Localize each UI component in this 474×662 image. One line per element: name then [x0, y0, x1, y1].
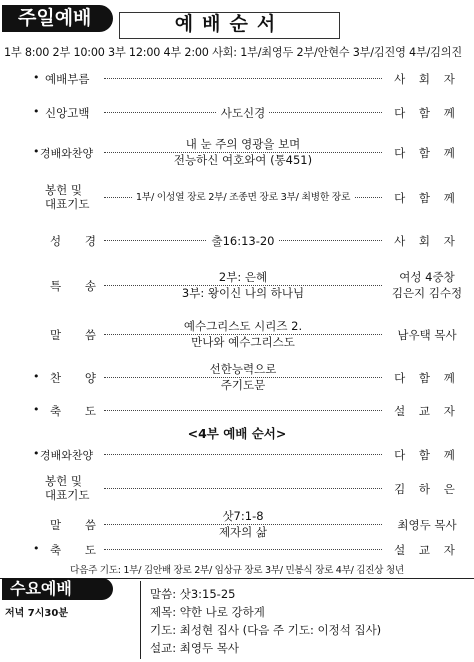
- bullet: •: [33, 542, 40, 555]
- sunday-service-tag: 주일예배: [2, 5, 113, 32]
- bullet: •: [33, 71, 40, 84]
- wednesday-prayer: 기도: 최성현 집사 (다음 주 기도: 이정석 집사): [150, 623, 382, 637]
- next-week-prayer: 다음주 기도: 1부/ 김안배 장로 2부/ 임상규 장로 3부/ 민봉식 장로 4부/ 김진상 청년: [70, 565, 404, 576]
- order-content: 예수그리스도 시리즈 2. 만나와 예수그리스도: [104, 318, 382, 350]
- dotted-leader: [104, 78, 382, 79]
- order-content: 출16:13-20: [104, 233, 382, 249]
- service-times: 1부 8:00 2부 10:00 3부 12:00 4부 2:00 사회: 1부/최영두 2부/안현수 3부/김진영 4부/김의진: [4, 46, 462, 59]
- bullet: •: [33, 403, 40, 416]
- bullet: •: [33, 447, 40, 460]
- order-leader: 다 함 께: [394, 106, 460, 120]
- page-title: 예배순서: [119, 12, 340, 39]
- order-leader: 다 함 께: [394, 371, 460, 385]
- wednesday-scripture: 말씀: 삿3:15-25: [150, 587, 236, 601]
- order-content: 2부: 은혜 3부: 왕이신 나의 하나님: [104, 269, 382, 301]
- bullet: •: [33, 105, 40, 118]
- order-content: 삿7:1-8 제자의 삶: [104, 508, 382, 540]
- wednesday-service-tag: 수요예배: [2, 578, 113, 600]
- bullet: •: [33, 370, 40, 383]
- order-leader: 사 회 자: [394, 72, 460, 86]
- bullet: •: [33, 145, 40, 158]
- order-label: 축 도: [50, 543, 96, 557]
- order-content: 1부/ 이성열 장로 2부/ 조종면 장로 3부/ 최병한 장로: [104, 190, 382, 206]
- order-label: 축 도: [50, 404, 96, 418]
- order-content: 선한능력으로 주기도문: [104, 361, 382, 393]
- wednesday-time: 저녁 7시30분: [5, 608, 68, 619]
- order-leader: 다 함 께: [394, 191, 460, 205]
- wednesday-divider: [140, 581, 141, 659]
- order-label: 말 씀: [50, 328, 96, 342]
- dotted-leader: [104, 488, 382, 489]
- order-label: 말 씀: [50, 518, 96, 532]
- dotted-leader: [104, 549, 382, 550]
- order-label: 예배부름: [45, 72, 90, 86]
- order-label: 봉헌 및 대표기도: [45, 183, 90, 211]
- order-content: 내 눈 주의 영광을 보며 전능하신 여호와여 (통451): [104, 136, 382, 168]
- order-leader: 설 교 자: [394, 404, 460, 418]
- fourth-service-title: <4부 예배 순서>: [187, 426, 287, 441]
- order-label: 성 경: [50, 234, 96, 248]
- dotted-leader: [104, 410, 382, 411]
- order-label: 경배와찬양: [40, 449, 94, 462]
- order-leader: 설 교 자: [394, 543, 460, 557]
- order-label: 경배와찬양: [40, 147, 94, 160]
- order-leader: 사 회 자: [394, 234, 460, 248]
- wednesday-preacher: 설교: 최영두 목사: [150, 641, 239, 655]
- order-label: 신앙고백: [45, 106, 90, 120]
- order-content: 사도신경: [104, 105, 382, 121]
- order-leader: 김 하 은: [394, 482, 460, 496]
- wednesday-details: [150, 585, 381, 657]
- order-leader: 남우택 목사: [397, 328, 457, 342]
- dotted-leader: [104, 454, 382, 455]
- order-leader: 최영두 목사: [397, 518, 457, 532]
- order-leader: 여성 4중창 김은지 김수정: [391, 270, 463, 300]
- order-label: 특 송: [50, 279, 96, 293]
- wednesday-sermon-title: 제목: 약한 나로 강하게: [150, 605, 265, 619]
- order-leader: 다 함 께: [394, 146, 460, 160]
- order-label: 봉헌 및 대표기도: [45, 474, 90, 502]
- wednesday-service-section: [0, 578, 474, 662]
- order-label: 찬 양: [50, 371, 96, 385]
- order-leader: 다 함 께: [394, 448, 460, 462]
